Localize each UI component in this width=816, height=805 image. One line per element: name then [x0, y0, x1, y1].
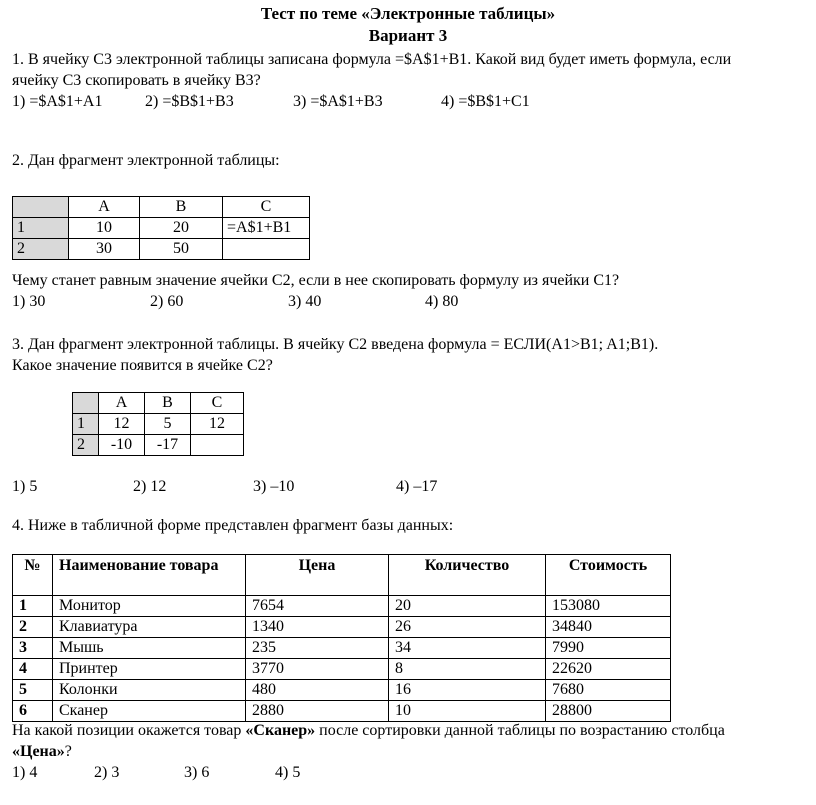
q4-question-line2 [12, 741, 72, 762]
product-price: 3770 [246, 659, 389, 680]
row-number: 2 [13, 617, 53, 638]
q2-spreadsheet-table [12, 196, 310, 260]
cell-b1: 20 [140, 218, 223, 239]
cell-b1: 5 [145, 414, 191, 435]
table-row [13, 239, 310, 260]
q2-question: Чему станет равным значение ячейки С2, если в нее скопировать формулу из ячейки С1? [12, 272, 620, 289]
q3-option-2: 2) 12 [133, 478, 167, 495]
table-row [13, 617, 671, 638]
cell-c1: =A$1+B1 [223, 218, 310, 239]
product-cost: 22620 [546, 659, 671, 680]
row-header-2: 2 [73, 435, 99, 456]
column-header-c: C [223, 197, 310, 218]
column-header-number: № [13, 555, 53, 596]
product-name: Монитор [53, 596, 246, 617]
q3-option-1: 1) 5 [12, 478, 38, 495]
table-header-row [13, 555, 671, 596]
q1-option-3: 3) =$A$1+B3 [293, 93, 383, 110]
row-header-2: 2 [13, 239, 69, 260]
product-quantity: 8 [389, 659, 546, 680]
row-number: 4 [13, 659, 53, 680]
table-row [13, 701, 671, 722]
page-title: Тест по теме «Электронные таблицы» [260, 4, 556, 23]
table-row [13, 596, 671, 617]
q2-option-2: 2) 60 [150, 293, 184, 310]
cell-c2 [223, 239, 310, 260]
column-header-cost: Стоимость [546, 555, 671, 596]
q4-option-4: 4) 5 [275, 764, 301, 781]
column-header-a: A [69, 197, 140, 218]
q3-option-4: 4) –17 [396, 478, 438, 495]
q3-text-line2: Какое значение появится в ячейке С2? [12, 357, 273, 374]
cell-b2: -17 [145, 435, 191, 456]
product-price: 7654 [246, 596, 389, 617]
product-quantity: 10 [389, 701, 546, 722]
table-header-row [13, 197, 310, 218]
table-row [13, 680, 671, 701]
table-row [73, 414, 244, 435]
q1-option-1: 1) =$A$1+A1 [12, 93, 103, 110]
column-header-b: B [140, 197, 223, 218]
row-number: 1 [13, 596, 53, 617]
cell-a1: 12 [99, 414, 145, 435]
row-header-1: 1 [13, 218, 69, 239]
q4-question-mark: ? [64, 743, 72, 760]
product-quantity: 26 [389, 617, 546, 638]
product-price: 2880 [246, 701, 389, 722]
q2-option-4: 4) 80 [425, 293, 459, 310]
corner-cell [73, 393, 99, 414]
product-cost: 7990 [546, 638, 671, 659]
q1-text-line1: 1. В ячейку С3 электронной таблицы записана формула =$A$1+B1. Какой вид будет иметь формула, если [12, 51, 732, 68]
q4-question-column: «Цена» [12, 743, 65, 760]
q3-spreadsheet-table [72, 392, 244, 456]
q1-option-2: 2) =$B$1+B3 [145, 93, 234, 110]
product-name: Колонки [53, 680, 246, 701]
row-number: 6 [13, 701, 53, 722]
column-header-price: Цена [246, 555, 389, 596]
product-name: Сканер [53, 701, 246, 722]
product-name: Принтер [53, 659, 246, 680]
product-quantity: 34 [389, 638, 546, 659]
q3-text-line1: 3. Дан фрагмент электронной таблицы. В ячейку С2 введена формула = ЕСЛИ(A1>B1; A1;B1). [12, 336, 659, 353]
q2-option-1: 1) 30 [12, 293, 46, 310]
q4-database-table [12, 554, 671, 722]
product-price: 480 [246, 680, 389, 701]
q4-option-2: 2) 3 [94, 764, 120, 781]
product-cost: 153080 [546, 596, 671, 617]
product-price: 235 [246, 638, 389, 659]
table-row [73, 435, 244, 456]
q1-text-line2: ячейку С3 скопировать в ячейку В3? [12, 72, 261, 89]
cell-c1: 12 [191, 414, 244, 435]
corner-cell [13, 197, 69, 218]
product-cost: 34840 [546, 617, 671, 638]
q4-question-product: «Сканер» [245, 722, 316, 739]
q2-intro: 2. Дан фрагмент электронной таблицы: [12, 152, 280, 169]
cell-a1: 10 [69, 218, 140, 239]
variant-heading: Вариант 3 [368, 26, 448, 45]
row-header-1: 1 [73, 414, 99, 435]
table-row [13, 659, 671, 680]
column-header-quantity: Количество [389, 555, 546, 596]
row-number: 5 [13, 680, 53, 701]
q4-option-3: 3) 6 [184, 764, 210, 781]
product-cost: 7680 [546, 680, 671, 701]
product-cost: 28800 [546, 701, 671, 722]
q4-option-1: 1) 4 [12, 764, 38, 781]
q2-option-3: 3) 40 [288, 293, 322, 310]
q4-question-line1 [12, 720, 725, 741]
q4-question-text-cont: после сортировки данной таблицы по возрастанию столбца [315, 722, 725, 739]
product-price: 1340 [246, 617, 389, 638]
product-quantity: 20 [389, 596, 546, 617]
table-header-row [73, 393, 244, 414]
cell-b2: 50 [140, 239, 223, 260]
table-row [13, 638, 671, 659]
cell-a2: 30 [69, 239, 140, 260]
table-row [13, 218, 310, 239]
cell-a2: -10 [99, 435, 145, 456]
product-name: Клавиатура [53, 617, 246, 638]
column-header-name: Наименование товара [53, 555, 246, 596]
q4-question-text: На какой позиции окажется товар [12, 722, 246, 739]
column-header-c: C [191, 393, 244, 414]
product-quantity: 16 [389, 680, 546, 701]
product-name: Мышь [53, 638, 246, 659]
column-header-b: B [145, 393, 191, 414]
column-header-a: A [99, 393, 145, 414]
q4-intro: 4. Ниже в табличной форме представлен фрагмент базы данных: [12, 517, 454, 534]
cell-c2 [191, 435, 244, 456]
q1-option-4: 4) =$B$1+C1 [441, 93, 530, 110]
q3-option-3: 3) –10 [253, 478, 295, 495]
row-number: 3 [13, 638, 53, 659]
